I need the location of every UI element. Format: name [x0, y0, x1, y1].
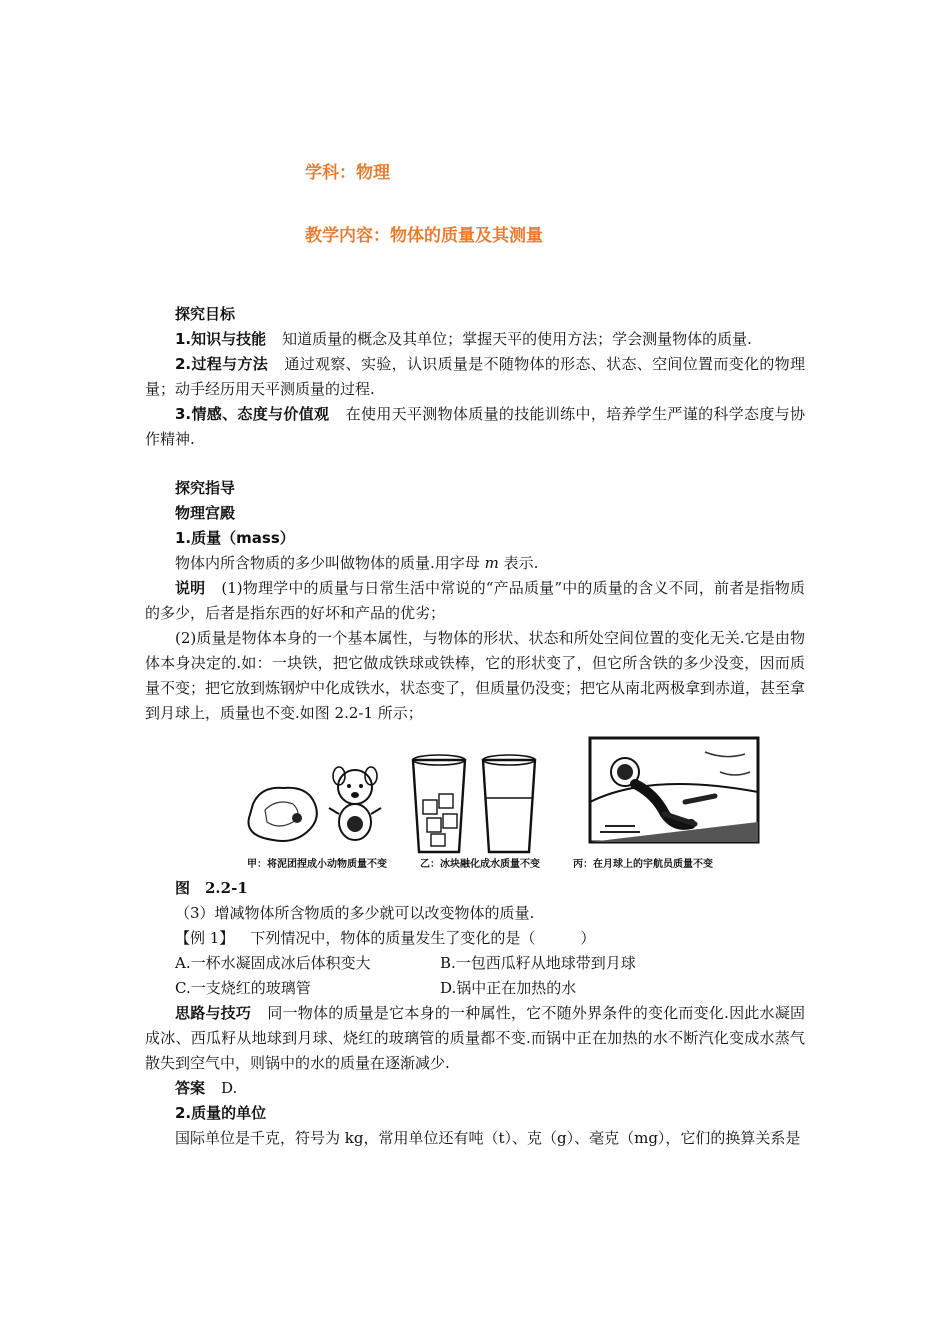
figure-caption-a: 甲：将泥团捏成小动物质量不变: [247, 859, 387, 870]
answer-label: 答案: [175, 1079, 206, 1097]
unit-paragraph: 国际单位是千克，符号为 kg，常用单位还有吨（t）、克（g）、毫克（mg），它们的换算关系是: [175, 1129, 801, 1147]
subject-title: 学科：物理: [305, 163, 390, 183]
example-question: 【例 1】 下列情况中，物体的质量发生了变化的是（ ）: [175, 929, 596, 947]
goal-label: 3.情感、态度与价值观: [175, 405, 330, 423]
document-body: [145, 302, 805, 1151]
goal-item: [145, 327, 805, 352]
answer-line: [145, 1076, 805, 1101]
mass-definition: 物体内所含物质的多少叫做物体的质量.用字母 m 表示.: [175, 554, 539, 572]
section-palace: 物理宫殿: [175, 504, 236, 522]
symbol-m: m: [484, 554, 499, 572]
idea-label: 思路与技巧: [175, 1004, 252, 1022]
goal-text: 通过观察、实验，认识质量是不随物体的形态、状态、空间位置而变化的物理量；动手经历用天平测质量的过程.: [145, 355, 805, 398]
goal-text: 知道质量的概念及其单位；掌握天平的使用方法；学会测量物体的质量.: [282, 330, 752, 348]
option-d: D.锅中正在加热的水: [440, 979, 577, 997]
goal-item: [145, 352, 805, 402]
example-label: 【例 1】: [175, 929, 235, 947]
goals-heading: 探究目标: [175, 305, 236, 323]
figure-caption-c: 丙：在月球上的宇航员质量不变: [573, 859, 713, 870]
figure-illustration: [145, 732, 805, 872]
goal-label: 1.知识与技能: [175, 330, 267, 348]
goal-item: [145, 402, 805, 452]
figure-caption-b: 乙：冰块融化成水质量不变: [420, 859, 540, 870]
answer-text: D.: [221, 1079, 238, 1097]
note-1: 说明 (1)物理学中的质量与日常生活中常说的“产品质量”中的质量的含义不同，前者是指物质的多少，后者是指东西的好坏和产品的优劣；: [145, 579, 805, 622]
options-row-1: [175, 951, 805, 976]
option-b: B.一包西瓜籽从地球带到月球: [440, 954, 636, 972]
note-3: （3）增减物体所含物质的多少就可以改变物体的质量.: [175, 904, 535, 922]
goal-text: 在使用天平测物体质量的技能训练中，培养学生严谨的科学态度与协作精神.: [145, 405, 805, 448]
guide-heading: 探究指导: [175, 479, 236, 497]
option-a: A.一杯水凝固成冰后体积变大: [175, 954, 371, 972]
unit-heading: 2.质量的单位: [175, 1104, 267, 1122]
topic-title: 教学内容：物体的质量及其测量: [305, 226, 543, 246]
mass-heading: 1.质量（mass）: [175, 529, 295, 547]
figure-2-2-1: [145, 732, 805, 872]
idea-paragraph: 思路与技巧 同一物体的质量是它本身的一种属性，它不随外界条件的变化而变化.因此水凝固成冰、西瓜籽从地球到月球、烧红的玻璃管的质量都不变.而锅中正在加热的水不断汽化变成水蒸气散失到空气中，则锅中的水的质量在逐渐减少.: [145, 1004, 805, 1072]
note-label: 说明: [175, 579, 206, 597]
note-2: (2)质量是物体本身的一个基本属性，与物体的形状、状态和所处空间位置的变化无关.它是由物体本身决定的.如：一块铁，把它做成铁球或铁棒，它的形状变了，但它所含铁的多少没变，因而质量不变；把它放到炼钢炉中化成铁水，状态变了，但质量仍没变；把它从南北两极拿到赤道，甚至拿到月球上，质量也不变.如图 2.2-1 所示；: [145, 629, 806, 722]
options-row-2: [175, 976, 805, 1001]
goal-label: 2.过程与方法: [175, 355, 269, 373]
option-c: C.一支烧红的玻璃管: [175, 979, 311, 997]
figure-title: 图 2.2-1: [175, 879, 248, 897]
